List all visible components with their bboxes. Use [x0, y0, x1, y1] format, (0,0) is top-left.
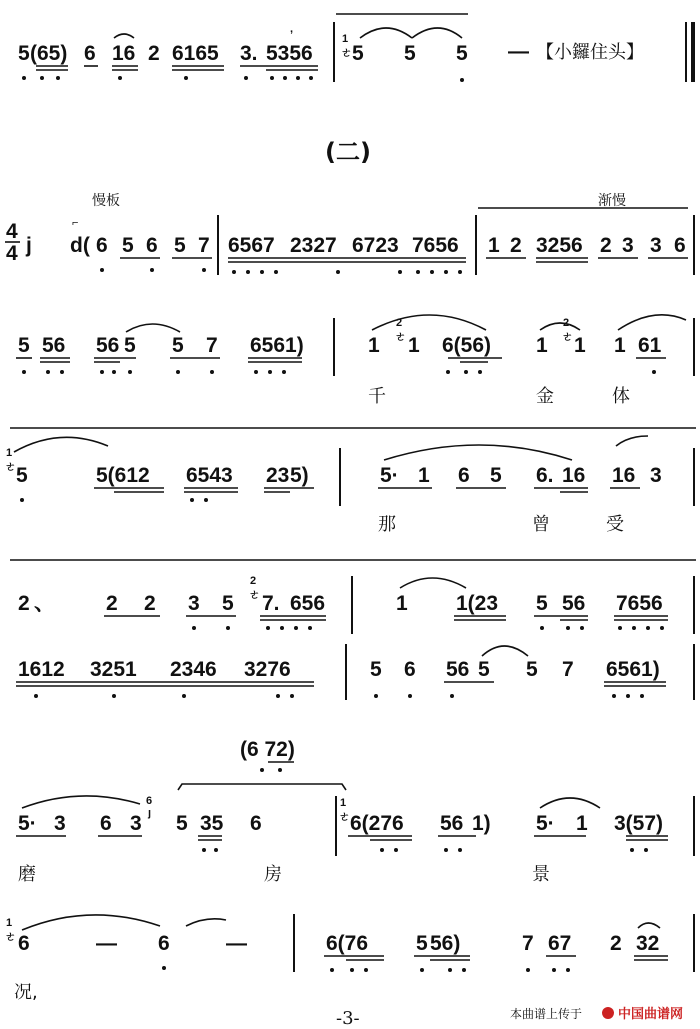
- slur: [126, 324, 180, 332]
- system-6: [16, 644, 694, 700]
- note: 56: [42, 334, 66, 357]
- fermata: ⌐: [72, 217, 79, 229]
- note: 5: [370, 658, 382, 681]
- slur: [22, 915, 160, 930]
- ornament: ȷ: [148, 807, 152, 819]
- site-logo-icon: [602, 1007, 614, 1019]
- note: 3: [130, 812, 142, 835]
- note: 2: [610, 932, 622, 955]
- lyric: 磨: [18, 864, 36, 885]
- note: 6165: [172, 42, 219, 65]
- note: 5356: [266, 42, 313, 65]
- note: 35: [200, 812, 224, 835]
- note: 5: [18, 42, 30, 65]
- slur: [372, 315, 486, 330]
- note: 2346: [170, 658, 217, 681]
- tempo-marking: 慢板: [92, 193, 120, 209]
- note: 6: [18, 932, 30, 955]
- note: 6561): [250, 334, 304, 357]
- note: 5: [456, 42, 468, 65]
- slur: [482, 646, 528, 656]
- note: 3.: [240, 42, 258, 65]
- note: 2: [600, 234, 612, 257]
- note: 23: [266, 464, 290, 487]
- lyric: 金: [536, 386, 554, 407]
- slur: [22, 796, 140, 808]
- note: —: [96, 932, 117, 955]
- note: 16: [112, 42, 136, 65]
- note: 5: [352, 42, 364, 65]
- slur: [14, 437, 108, 452]
- note: 6: [158, 932, 170, 955]
- ornament: ㄜ: [5, 931, 16, 943]
- note: 6723: [352, 234, 399, 257]
- lyric: 况,: [14, 982, 38, 1003]
- slur: [360, 28, 412, 38]
- note: 7656: [616, 592, 663, 615]
- note: 61: [638, 334, 662, 357]
- system-8: [5, 914, 694, 1003]
- note: 6: [674, 234, 686, 257]
- note: 32: [636, 932, 660, 955]
- ornament: ㄜ: [339, 811, 350, 823]
- note: 56: [96, 334, 120, 357]
- note: 5: [478, 658, 490, 681]
- grace-note: 1: [6, 447, 13, 459]
- note: 2: [18, 592, 30, 615]
- note: 3276: [244, 658, 291, 681]
- note: 1: [614, 334, 626, 357]
- note: 6: [96, 234, 108, 257]
- lyric: 体: [612, 386, 630, 407]
- note: 6: [84, 42, 96, 65]
- percussion-cue: 【小鑼住头】: [536, 42, 644, 63]
- note: 1: [408, 334, 420, 357]
- slur: [618, 315, 686, 330]
- system-5: [10, 560, 696, 634]
- note: 6567: [228, 234, 275, 257]
- site-name[interactable]: 中国曲谱网: [618, 1007, 684, 1022]
- note: 1): [472, 812, 491, 835]
- note: 6.: [536, 464, 554, 487]
- note: —: [226, 932, 247, 955]
- page-number: -3-: [336, 1008, 360, 1029]
- note: 5·: [536, 812, 555, 835]
- grace-note: 2: [250, 575, 257, 587]
- note: 5: [490, 464, 502, 487]
- lyric: 景: [532, 864, 550, 885]
- lyric: 曾: [532, 514, 550, 535]
- note: 3(57): [614, 812, 664, 835]
- note: 1: [574, 334, 586, 357]
- ornament: ㄜ: [562, 331, 573, 343]
- slur: [616, 436, 648, 446]
- note: 7: [206, 334, 218, 357]
- slur: [540, 798, 600, 808]
- slur: [114, 34, 134, 38]
- ornament: ㄜ: [249, 589, 260, 601]
- note: 3: [54, 812, 66, 835]
- slur: [384, 445, 572, 460]
- note: 5: [404, 42, 416, 65]
- note: 5: [18, 334, 30, 357]
- note: 5: [16, 464, 28, 487]
- time-signature-top: 4: [6, 220, 18, 243]
- grace-note: 1: [6, 917, 13, 929]
- note: 6: [404, 658, 416, 681]
- note: 1: [368, 334, 380, 357]
- note: 656: [290, 592, 326, 615]
- breath-mark: ,: [290, 23, 294, 35]
- note: 2: [106, 592, 118, 615]
- note: 6(76: [326, 932, 369, 955]
- note: 3: [650, 464, 662, 487]
- note: 2327: [290, 234, 337, 257]
- note: 3251: [90, 658, 137, 681]
- lyric: 房: [264, 864, 282, 885]
- note: 5: [176, 812, 188, 835]
- note: 3: [650, 234, 662, 257]
- note: 6(56): [442, 334, 492, 357]
- note: 5·: [18, 812, 37, 835]
- note: 16: [562, 464, 586, 487]
- note: 2: [148, 42, 160, 65]
- lyric: 千: [368, 386, 386, 407]
- note: 5): [290, 464, 309, 487]
- note: 5: [416, 932, 428, 955]
- slur: [412, 28, 462, 38]
- note: 2: [510, 234, 522, 257]
- note: (65): [30, 42, 68, 65]
- note: 1: [396, 592, 408, 615]
- note: 1: [576, 812, 588, 835]
- grace-note: 2: [396, 317, 403, 329]
- note: 3: [188, 592, 200, 615]
- note: 56): [430, 932, 461, 955]
- note: d(: [70, 234, 90, 257]
- lyric: 那: [378, 514, 396, 535]
- note: 5: [536, 592, 548, 615]
- note: 1: [488, 234, 500, 257]
- system-1: [18, 14, 693, 82]
- key-mark: j: [26, 234, 32, 257]
- bracket: [178, 784, 346, 790]
- system-3: [16, 315, 694, 407]
- ornament: ㄜ: [395, 331, 406, 343]
- note: 6543: [186, 464, 233, 487]
- note: 1: [536, 334, 548, 357]
- note: 56: [446, 658, 470, 681]
- grace-note: 1: [340, 797, 347, 809]
- variant-notes: (6 72): [240, 738, 295, 761]
- grace-note: 2: [563, 317, 570, 329]
- note: 6: [100, 812, 112, 835]
- note: 6561): [606, 658, 660, 681]
- note: —: [508, 40, 529, 63]
- note: 5: [172, 334, 184, 357]
- ornament: ㄜ: [5, 461, 16, 473]
- note: 7: [198, 234, 210, 257]
- slur: [186, 919, 226, 926]
- note: 5: [222, 592, 234, 615]
- tempo-marking: 渐慢: [598, 193, 626, 209]
- note: 7.: [262, 592, 280, 615]
- note: 7: [562, 658, 574, 681]
- note: 3: [622, 234, 634, 257]
- note: 5: [174, 234, 186, 257]
- grace-note: 1: [342, 33, 349, 45]
- note: 6(276: [350, 812, 404, 835]
- note: 56: [562, 592, 586, 615]
- lyric: 受: [606, 514, 624, 535]
- ornament: ㄜ: [341, 47, 352, 59]
- note: 5: [526, 658, 538, 681]
- note: 5(612: [96, 464, 150, 487]
- system-4: [5, 428, 696, 535]
- slur: [540, 323, 580, 330]
- upload-credit: 本曲谱上传于: [510, 1007, 583, 1021]
- note: 6: [458, 464, 470, 487]
- note: 、: [34, 592, 55, 615]
- grace-note: 6: [146, 795, 153, 807]
- note: 56: [440, 812, 464, 835]
- note: 6: [250, 812, 262, 835]
- note: 1(23: [456, 592, 499, 615]
- system-7: [16, 738, 694, 885]
- system-2: [5, 192, 694, 275]
- note: 1: [418, 464, 430, 487]
- section-title: (二): [325, 138, 371, 166]
- note: 5: [122, 234, 134, 257]
- slur: [638, 923, 660, 928]
- note: 6: [146, 234, 158, 257]
- slur: [400, 578, 466, 588]
- time-signature-bottom: 4: [6, 242, 18, 265]
- note: 5: [124, 334, 136, 357]
- note: 7656: [412, 234, 459, 257]
- note: 67: [548, 932, 572, 955]
- note: 3256: [536, 234, 583, 257]
- note: 5·: [380, 464, 399, 487]
- note: 7: [522, 932, 534, 955]
- note: 1612: [18, 658, 65, 681]
- note: 2: [144, 592, 156, 615]
- note: 16: [612, 464, 636, 487]
